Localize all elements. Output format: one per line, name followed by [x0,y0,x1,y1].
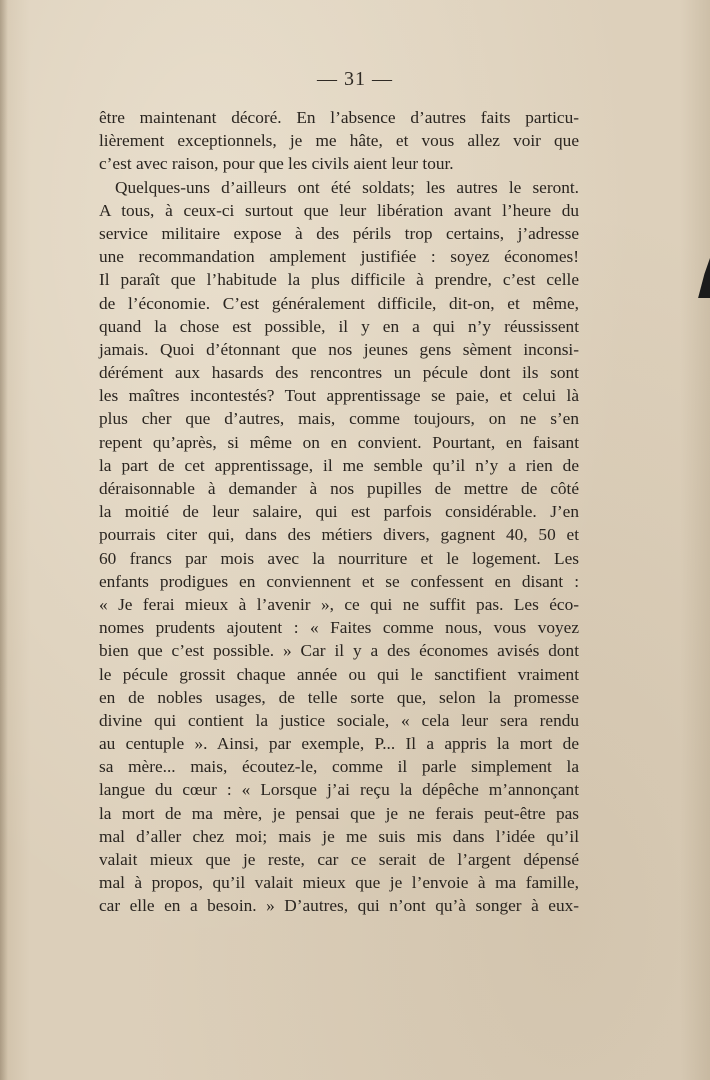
text-line: Il paraît que l’habitude la plus difficile à prendre, c’est celle [99,270,579,290]
text-line: déraisonnable à demander à nos pupilles de mettre de côté [99,479,579,498]
text-line: en de nobles usages, de telle sorte que, selon la promesse [99,687,579,707]
text-line: jamais. Quoi d’étonnant que nos jeunes gens sèment inconsi- [99,339,579,359]
text-line: mal d’aller chez moi; mais je me suis mis dans l’idée qu’il [99,826,579,846]
text-line: la mort de ma mère, je pensai que je ne ferais peut-être pas [99,803,579,823]
text-line: être maintenant décoré. En l’absence d’autres faits particu- [99,108,579,127]
page-number-header: — 31 — [317,68,393,90]
text-line: car elle en a besoin. » D’autres, qui n’ont qu’à songer à eux- [99,896,579,916]
body-text [99,106,579,918]
text-line: A tous, à ceux-ci surtout que leur libération avant l’heure du [99,200,579,220]
page-edge-mark [696,258,710,298]
text-line: divine qui contient la justice sociale, « cela leur sera rendu [99,710,579,730]
text-line: nomes prudents ajoutent : « Faites comme nous, vous voyez [99,618,579,638]
text-line: « Je ferai mieux à l’avenir », ce qui ne suffit pas. Les éco- [99,594,579,614]
text-line: le pécule grossit chaque année ou qui le sanctifient vraiment [99,664,579,684]
text-line: au centuple ». Ainsi, par exemple, P... Il a appris la mort de [99,734,579,754]
text-line: sa mère... mais, écoutez-le, comme il parle simplement la [99,757,579,777]
text-line: quand la chose est possible, il y en a qui n’y réussissent [99,316,579,336]
text-line: repent qu’après, si même on en convient. Pourtant, en faisant [99,432,579,452]
text-line: valait mieux que je reste, car ce serait de l’argent dépensé [99,850,579,869]
text-line: enfants prodigues en conviennent et se confessent en disant : [99,571,579,591]
text-line: bien que c’est possible. » Car il y a des économes avisés dont [99,641,579,661]
text-line: la moitié de leur salaire, qui est parfois considérable. J’en [99,502,579,522]
text-line: c’est avec raison, pour que les civils aient leur tour. [99,154,454,174]
text-line: plus cher que d’autres, mais, comme toujours, on ne s’en [99,409,579,429]
text-line: pourrais citer qui, dans des métiers divers, gagnent 40, 50 et [99,525,579,545]
text-line: langue du cœur : « Lorsque j’ai reçu la dépêche m’annonçant [99,780,579,800]
text-line: 60 francs par mois avec la nourriture et le logement. Les [99,548,579,568]
page-left-edge-shadow [0,0,8,1080]
text-line: une recommandation amplement justifiée : soyez économes! [99,247,579,267]
text-line: Quelques-uns d’ailleurs ont été soldats; les autres le seront. [115,177,579,197]
text-line: service militaire expose à des périls trop certains, j’adresse [99,223,579,243]
text-line: mal à propos, qu’il valait mieux que je l’envoie à ma famille, [99,873,579,893]
text-line: les maîtres incontestés? Tout apprentissage se paie, et celui là [99,386,579,406]
text-line: lièrement exceptionnels, je me hâte, et vous allez voir que [99,131,579,151]
text-line: dérément aux hasards des rencontres un pécule dont ils sont [99,363,579,383]
text-line: de l’économie. C’est généralement difficile, dit-on, et même, [99,293,579,313]
text-line: la part de cet apprentissage, il me semble qu’il n’y a rien de [99,455,579,475]
